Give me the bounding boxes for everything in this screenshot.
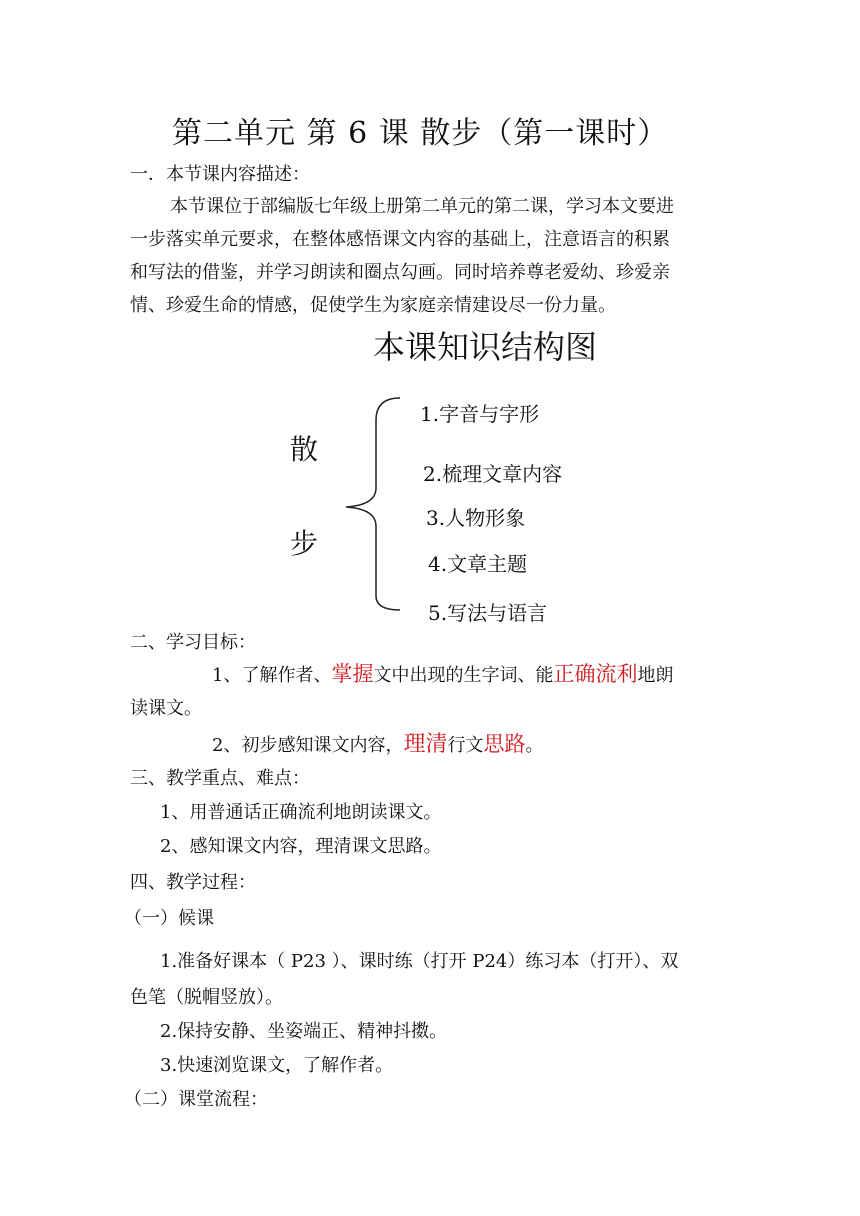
knowledge-map-branch: 4.文章主题 [428,552,528,576]
goal-text: 行文 [447,735,484,756]
paragraph-line: 情、珍爱生命的情感，促使学生为家庭亲情建设尽一份力量。 [130,295,616,316]
page-title: 第二单元 第 6 课 散步（第一课时） [172,116,669,151]
knowledge-map-branch: 3.人物形象 [426,506,526,530]
goal-highlight: 理清 [403,732,448,757]
goal-1 [212,658,673,688]
knowledge-map-branch: 5.写法与语言 [428,601,548,625]
section3-heading: 三、教学重点、难点： [130,768,310,789]
key-point: 1、用普通话正确流利地朗读课文。 [160,802,442,823]
paragraph-line: 和写法的借鉴，并学习朗读和圈点勾画。同时培养尊老爱幼、珍爱亲 [130,262,670,283]
goal-2 [212,727,543,758]
goal-highlight: 掌握 [331,662,374,686]
section2-heading: 二、学习目标： [130,632,256,653]
section4-heading: 四、教学过程： [130,872,256,893]
goal-highlight: 思路 [483,732,526,756]
goal-text: 文中出现的生字词、能 [373,665,554,686]
knowledge-map-branch: 2.梳理文章内容 [423,462,563,486]
paragraph-line: 本节课位于部编版七年级上册第二单元的第二课，学习本文要进 [170,196,674,217]
goal-text: 。 [525,735,544,756]
knowledge-map-title: 本课知识结构图 [373,328,598,366]
goal-text: 2、初步感知课文内容， [212,735,404,756]
goal-highlight: 正确流利 [553,662,638,686]
goal-text: 1、了解作者、 [212,665,332,686]
subsection-heading: （二）课堂流程： [124,1089,268,1110]
goal-1-continuation: 读课文。 [130,698,202,719]
subsection-heading: （一）候课 [124,908,214,929]
process-item: 2.保持安静、坐姿端正、精神抖擞。 [160,1021,448,1042]
paragraph-line: 一步落实单元要求，在整体感悟课文内容的基础上，注意语言的积累 [130,229,670,250]
process-item: 色笔（脱帽竖放）。 [130,987,283,1008]
section1-heading: 一．本节课内容描述： [130,164,310,185]
process-item: 3.快速浏览课文，了解作者。 [160,1055,394,1076]
goal-text: 地朗 [637,665,674,686]
process-item: 1.准备好课本（ P23 ）、课时练（打开 P24）练习本（打开）、双 [160,951,679,972]
knowledge-map-root-bottom: 步 [290,527,319,560]
knowledge-map-branch: 1.字音与字形 [420,402,540,426]
knowledge-map-root-top: 散 [290,433,319,466]
key-point: 2、感知课文内容，理清课文思路。 [160,836,442,857]
